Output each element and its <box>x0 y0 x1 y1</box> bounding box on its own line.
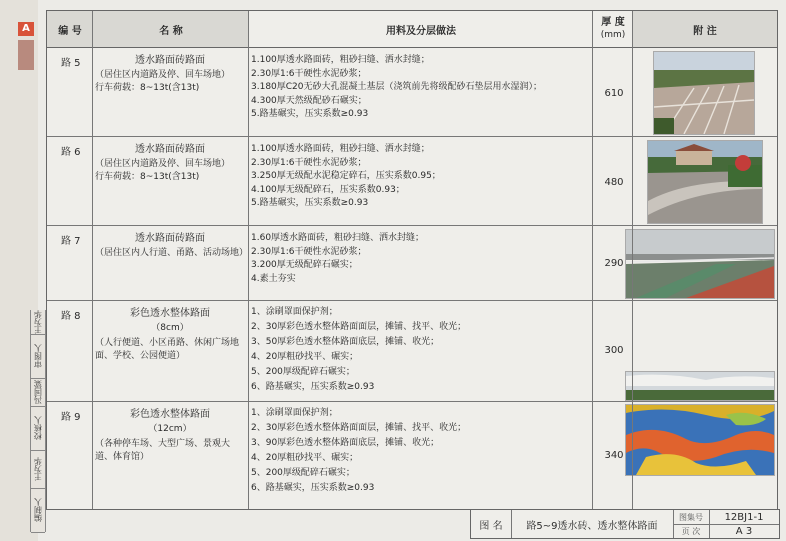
layer-line: 6、路基碾实，压实系数≥0.93 <box>251 382 375 392</box>
layer-line: 2.30厚1:6干硬性水泥砂浆； <box>251 68 367 79</box>
pavement-photo <box>625 404 775 476</box>
layer-line: 5.路基碾实，压实系数≥0.93 <box>251 198 369 209</box>
table-row <box>47 301 777 402</box>
side-label: 冯国粱 <box>31 378 45 407</box>
row-thickness: 480 <box>604 177 624 188</box>
layer-line: 6、路基碾实，压实系数≥0.93 <box>251 483 375 493</box>
side-label: 王为华 <box>31 450 45 489</box>
photo-plaza <box>648 141 762 223</box>
title-block <box>470 509 780 539</box>
row-name <box>95 307 245 363</box>
layer-line: 3、50厚彩色透水整体路面底层，摊铺、收光； <box>251 337 440 347</box>
header-thickness-label: 厚 度 <box>601 17 625 28</box>
row-number: 路 9 <box>61 412 81 423</box>
column-divider <box>632 11 633 509</box>
footer-label: 图 名 <box>471 510 512 538</box>
atlas-number: 12BJ1-1 <box>709 510 779 525</box>
table-row <box>47 226 777 301</box>
row-title: 透水路面砖路面 <box>135 233 205 244</box>
row-extra: （人行便道、小区甬路、休闲广场地面、学校、公园便道） <box>95 338 240 361</box>
row-title: 彩色透水整体路面 <box>130 308 210 319</box>
row-number: 路 7 <box>61 236 81 247</box>
row-name <box>95 143 245 184</box>
column-divider <box>592 11 593 509</box>
row-layers <box>251 406 597 496</box>
row-extra: 行车荷载：8~13t(含13t) <box>95 83 200 93</box>
side-label: 校核人 <box>31 406 45 451</box>
column-divider <box>92 11 93 509</box>
layer-line: 3.250厚无级配水泥稳定碎石，压实系数0.95； <box>251 171 441 182</box>
row-layers <box>251 232 597 286</box>
layer-line: 1.100厚透水路面砖，粗砂扫缝、洒水封缝； <box>251 144 430 154</box>
drawing-title: 路5~9透水砖、透水整体路面 <box>511 510 674 538</box>
row-title: 透水路面砖路面 <box>135 144 205 155</box>
row-desc: （8cm） <box>151 323 189 333</box>
column-divider <box>248 11 249 509</box>
row-title: 彩色透水整体路面 <box>130 409 210 420</box>
row-number: 路 6 <box>61 147 81 158</box>
table-row <box>47 402 777 508</box>
page-number: A 3 <box>735 525 753 537</box>
layer-line: 5、200厚级配碎石碾实； <box>251 367 355 377</box>
header-notes: 附 注 <box>633 11 777 47</box>
table-row <box>47 48 777 137</box>
atlas-label: 图集号 <box>673 510 710 525</box>
layer-line: 1.100厚透水路面砖，粗砂扫缝、洒水封缝； <box>251 55 430 65</box>
layer-line: 4.300厚天然级配砂石碾实； <box>251 95 367 106</box>
page-label: 页 次 <box>673 524 710 538</box>
row-layers <box>251 305 597 395</box>
row-desc: （居住区内道路及停、回车场地） <box>95 70 231 80</box>
row-desc: （居住区内人行道、甬路、活动场地） <box>95 248 249 258</box>
pavement-photo <box>647 140 763 224</box>
row-layers <box>251 54 597 122</box>
layer-line: 3、90厚彩色透水整体路面底层，摊铺、收光； <box>251 438 440 448</box>
layer-line: 4.100厚无级配碎石，压实系数0.93； <box>251 184 405 195</box>
side-label: 王为华 <box>31 310 45 335</box>
pavement-photo <box>653 51 755 135</box>
header-layers: 用料及分层做法 <box>386 25 456 37</box>
photo-sidewalk <box>626 230 774 298</box>
side-label: 编制人 <box>31 488 45 533</box>
photo-parking-lot <box>654 52 754 134</box>
photo-canopy <box>626 372 774 400</box>
section-tab: A <box>18 22 34 36</box>
layer-line: 5.路基碾实，压实系数≥0.93 <box>251 109 369 120</box>
layer-line: 2.30厚1:6干硬性水泥砂浆； <box>251 246 367 257</box>
header-name: 名 称 <box>93 11 249 47</box>
layer-line: 2、30厚彩色透水整体路面面层，摊铺、找平、收光； <box>251 423 467 433</box>
layer-line: 1.60厚透水路面砖，粗砂扫缝、洒水封缝； <box>251 233 425 243</box>
row-extra: （各种停车场、大型广场、景观大道、体育馆） <box>95 439 231 462</box>
row-extra: 行车荷载：8~13t(含13t) <box>95 172 200 182</box>
row-number: 路 8 <box>61 311 81 322</box>
row-name <box>95 408 245 464</box>
layer-line: 2、30厚彩色透水整体路面面层，摊铺、找平、收光； <box>251 322 467 332</box>
layer-line: 4.素土夯实 <box>251 273 296 284</box>
header-thickness <box>593 11 633 47</box>
layer-line: 3.180厚C20无砂大孔混凝土基层（浇筑前先将级配砂石垫层用水湿润）； <box>251 82 543 93</box>
row-thickness: 290 <box>604 258 624 269</box>
row-name <box>95 232 249 260</box>
layer-line: 1、涂刷罩面保护剂； <box>251 307 338 317</box>
layer-line: 3.200厚无级配碎石碾实； <box>251 260 358 271</box>
layer-line: 1、涂刷罩面保护剂； <box>251 408 338 418</box>
signature-strip <box>30 310 46 532</box>
pavement-photo <box>625 371 775 401</box>
row-name <box>95 54 245 95</box>
layer-line: 5、200厚级配碎石碾实； <box>251 468 355 478</box>
row-layers <box>251 143 597 211</box>
header-no: 编 号 <box>47 11 93 47</box>
row-title: 透水路面砖路面 <box>135 55 205 66</box>
spec-table <box>46 10 778 510</box>
row-desc: （12cm） <box>148 424 192 434</box>
side-label: 审图人 <box>31 334 45 379</box>
layer-line: 4、20厚粗砂找平、碾实； <box>251 352 359 362</box>
pavement-photo <box>625 229 775 299</box>
table-row <box>47 137 777 226</box>
section-tab-strip <box>18 40 34 70</box>
row-thickness: 300 <box>604 345 624 356</box>
layer-line: 2.30厚1:6干硬性水泥砂浆； <box>251 157 367 168</box>
row-desc: （居住区内道路及停、回车场地） <box>95 159 231 169</box>
layer-line: 4、20厚粗砂找平、碾实； <box>251 453 359 463</box>
row-thickness: 610 <box>604 88 624 99</box>
photo-colored-pavement <box>626 405 774 475</box>
row-thickness: 340 <box>604 450 624 461</box>
table-header <box>47 11 777 48</box>
header-thickness-unit: (mm) <box>600 30 626 40</box>
row-number: 路 5 <box>61 58 81 69</box>
